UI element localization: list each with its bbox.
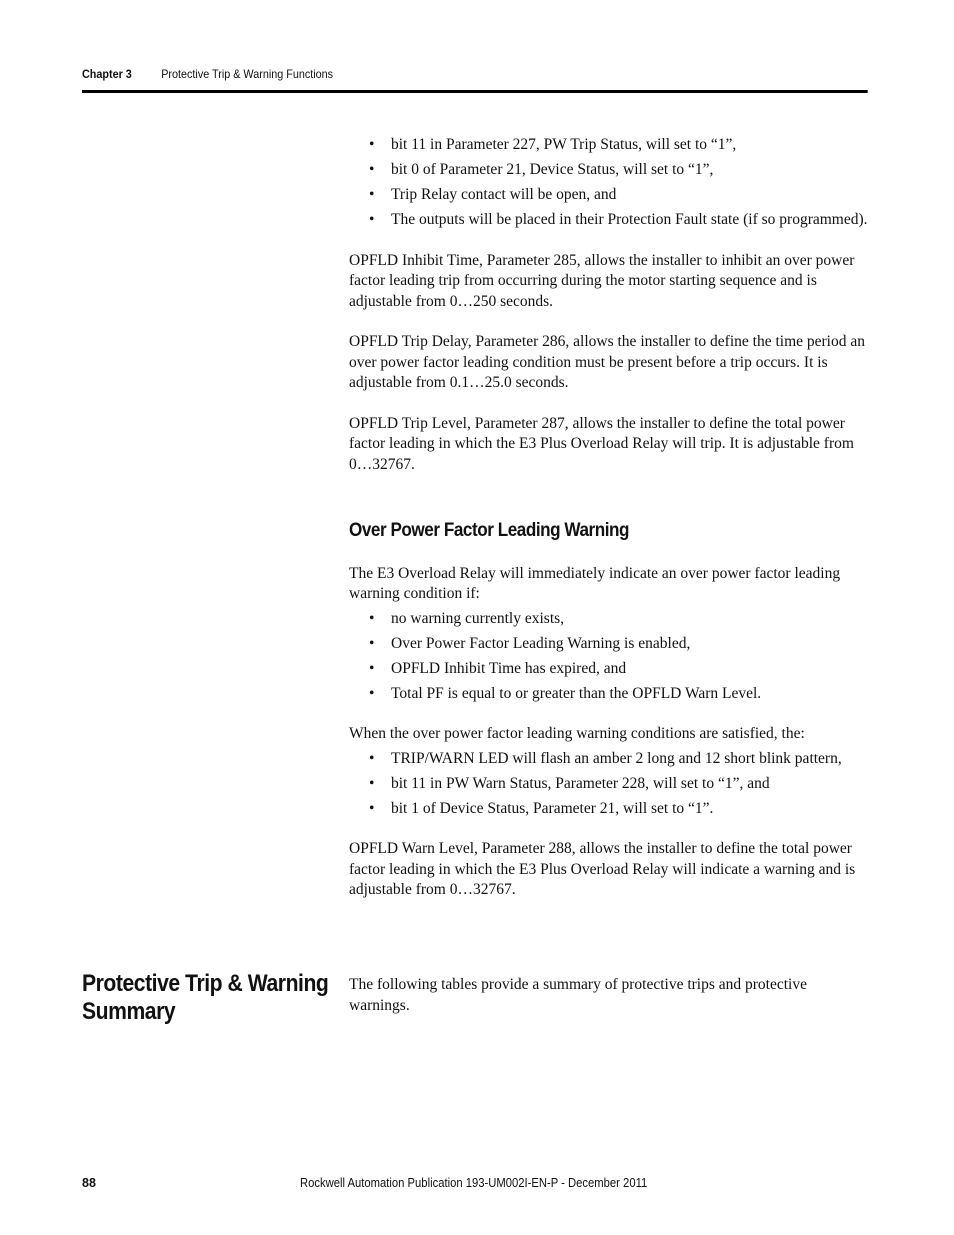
page-footer: [82, 1176, 868, 1192]
list-item: • OPFLD Inhibit Time has expired, and: [349, 659, 871, 680]
trip-level-paragraph: OPFLD Trip Level, Parameter 287, allows the installer to define the total power factor leading in which the E3 Plus Overload Relay will trip. It is adjustable from 0…32767.: [349, 414, 854, 473]
warning-heading: Over Power Factor Leading Warning: [349, 520, 630, 541]
list-item: • Total PF is equal to or greater than the OPFLD Warn Level.: [349, 684, 871, 705]
satisfied-intro-paragraph: When the over power factor leading warning conditions are satisfied, the:: [349, 725, 805, 742]
list-item: • The outputs will be placed in their Protection Fault state (if so programmed).: [349, 210, 871, 231]
list-item: • bit 0 of Parameter 21, Device Status, will set to “1”,: [349, 160, 871, 181]
summary-paragraph: The following tables provide a summary of protective trips and protective warnings.: [349, 976, 807, 1014]
list-item: • bit 1 of Device Status, Parameter 21, will set to “1”.: [349, 799, 871, 820]
trip-result-list: [349, 135, 871, 231]
page-header: [82, 66, 868, 93]
list-item: • TRIP/WARN LED will flash an amber 2 long and 12 short blink pattern,: [349, 749, 871, 770]
list-item: • no warning currently exists,: [349, 609, 871, 630]
warning-intro-paragraph: The E3 Overload Relay will immediately indicate an over power factor leading warning condition if:: [349, 564, 841, 602]
warning-condition-list: [349, 609, 871, 705]
chapter-label: Chapter 3: [82, 67, 132, 81]
publication-info: Rockwell Automation Publication 193-UM002I-EN-P - December 2011: [300, 1176, 648, 1190]
list-item: • bit 11 in PW Warn Status, Parameter 228, will set to “1”, and: [349, 774, 871, 795]
main-content: [349, 135, 871, 921]
inhibit-time-paragraph: OPFLD Inhibit Time, Parameter 285, allows the installer to inhibit an over power factor leading trip from occurring during the motor starting sequence and is adjustable from 0…250 seconds.: [349, 251, 855, 310]
section-title: Protective Trip & Warning Functions: [161, 67, 334, 81]
summary-heading: Protective Trip & Warning Summary: [82, 970, 329, 1025]
trip-delay-paragraph: OPFLD Trip Delay, Parameter 286, allows the installer to define the time period an over power factor leading condition must be present before a trip occurs. It is adjustable from 0.1…25.0 seconds.: [349, 333, 865, 391]
warning-result-list: [349, 749, 871, 820]
list-item: • bit 11 in Parameter 227, PW Trip Status, will set to “1”,: [349, 135, 871, 156]
list-item: • Over Power Factor Leading Warning is enabled,: [349, 634, 871, 655]
warn-level-paragraph: OPFLD Warn Level, Parameter 288, allows the installer to define the total power factor leading in which the E3 Plus Overload Relay will indicate a warning and is adjustable from 0…32767.: [349, 840, 856, 898]
list-item: • Trip Relay contact will be open, and: [349, 185, 871, 206]
page-number: 88: [82, 1176, 96, 1190]
